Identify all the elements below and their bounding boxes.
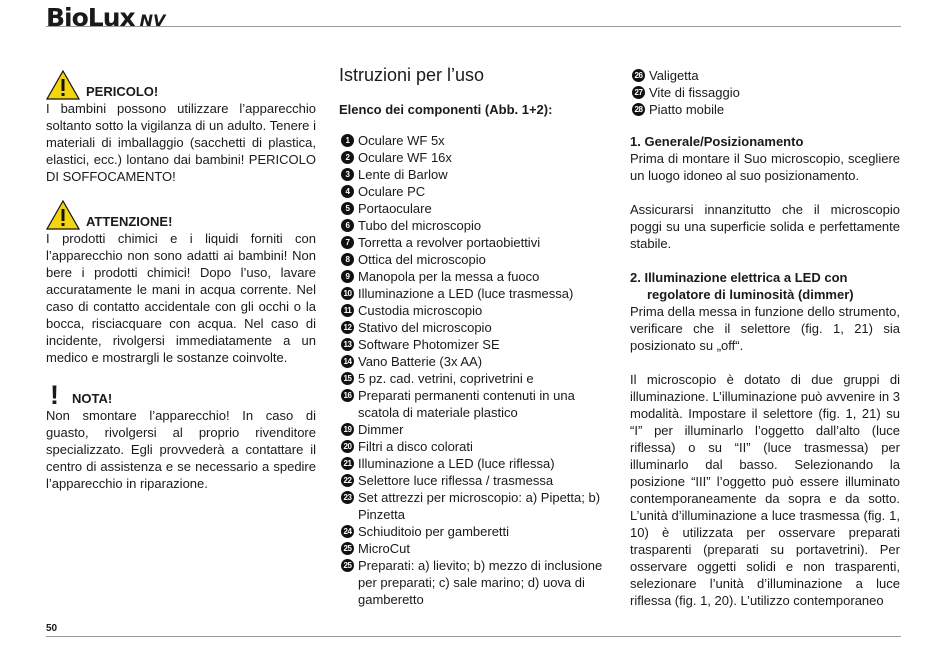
danger-label: PERICOLO! xyxy=(86,84,159,99)
component-label: MicroCut xyxy=(358,541,411,556)
component-label: Preparati: a) lievito; b) mezzo di inclusione per preparati; c) sale marino; d) uova di gamberetto xyxy=(358,558,603,607)
number-badge-icon: 27 xyxy=(632,86,645,99)
component-label: Lente di Barlow xyxy=(358,167,448,182)
component-item xyxy=(339,353,607,370)
number-badge-icon: 7 xyxy=(341,236,354,249)
components-list xyxy=(339,132,607,608)
component-item xyxy=(630,67,900,84)
component-item xyxy=(339,217,607,234)
middle-column xyxy=(339,64,607,608)
component-item xyxy=(339,149,607,166)
component-item xyxy=(339,166,607,183)
component-item xyxy=(339,285,607,302)
section-2-paragraph-1: Prima della messa in funzione dello strumento, verificare che il selettore (fig. 1, 21) sia posizionato su „off“. xyxy=(630,304,900,353)
component-label: Illuminazione a LED (luce trasmessa) xyxy=(358,286,574,301)
component-label: Vite di fissaggio xyxy=(649,85,740,100)
model-name: NV xyxy=(139,11,166,30)
warning-triangle-icon xyxy=(46,200,80,230)
number-badge-icon: 25 xyxy=(341,559,354,572)
component-label: Filtri a disco colorati xyxy=(358,439,473,454)
number-badge-icon: 2 xyxy=(341,151,354,164)
footer-divider xyxy=(46,636,901,637)
component-item xyxy=(630,84,900,101)
number-badge-icon: 14 xyxy=(341,355,354,368)
danger-text: I bambini possono utilizzare l’apparecchio soltanto sotto la vigilanza di un adulto. Tenere i materiali di imballaggio (sacchetti di plastica, elastici, ecc.) lontano dai bambini! PERICOLO DI SOFFOCAMENTO! xyxy=(46,101,316,184)
component-item xyxy=(339,268,607,285)
right-column xyxy=(630,67,900,609)
section-1-title: 1. Generale/Posizionamento xyxy=(630,134,804,149)
component-item xyxy=(339,489,607,523)
number-badge-icon: 24 xyxy=(341,525,354,538)
component-label: Oculare PC xyxy=(358,184,426,199)
component-item xyxy=(339,523,607,540)
number-badge-icon: 1 xyxy=(341,134,354,147)
component-item xyxy=(339,370,607,387)
component-item xyxy=(339,132,607,149)
number-badge-icon: 3 xyxy=(341,168,354,181)
danger-heading xyxy=(46,70,316,100)
number-badge-icon: 6 xyxy=(341,219,354,232)
section-1-paragraph-2: Assicurarsi innanzitutto che il microscopio poggi su una superficie solida e perfettamente stabile. xyxy=(630,202,900,251)
component-label: Tubo del microscopio xyxy=(358,218,482,233)
component-label: Stativo del microscopio xyxy=(358,320,492,335)
component-label: Illuminazione a LED (luce riflessa) xyxy=(358,456,555,471)
number-badge-icon: 21 xyxy=(341,457,354,470)
component-item xyxy=(339,387,607,421)
number-badge-icon: 16 xyxy=(341,389,354,402)
section-2-title-line-1: 2. Illuminazione elettrica a LED con xyxy=(630,270,848,285)
component-item xyxy=(339,234,607,251)
component-label: Ottica del microscopio xyxy=(358,252,486,267)
number-badge-icon: 26 xyxy=(632,69,645,82)
component-item xyxy=(339,421,607,438)
number-badge-icon: 5 xyxy=(341,202,354,215)
component-label: Schiuditoio per gamberetti xyxy=(358,524,510,539)
component-item xyxy=(339,251,607,268)
brand-logo xyxy=(46,2,165,32)
component-label: Portaoculare xyxy=(358,201,432,216)
section-2-title-line-2: regolatore di luminosità (dimmer) xyxy=(647,287,854,302)
number-badge-icon: 25 xyxy=(341,542,354,555)
component-item xyxy=(339,200,607,217)
section-2-paragraph-2: Il microscopio è dotato di due gruppi di illuminazione. L’illuminazione può avvenire in 3 modalità. Impostare il selettore (fig. 1, 21) su “I” per illuminarlo l’oggetto dall’alto (luce riflessa) o su “II” (luce trasmessa) per illuminarlo dal basso. Selezionando la posizione “III” l’oggetto può essere illuminato contemporaneamente da sopra e da sotto. L’unità d’illuminazione a luce trasmessa (fig. 1, 10) è utilizzata per osservare preparati trasparenti (preparati su portavetrini). Per osservare oggetti solidi e non trasparenti, selezionare l’unità d’illuminazione a luce riflessa (fig. 1, 20). L’utilizzo contemporaneo xyxy=(630,372,900,608)
number-badge-icon: 19 xyxy=(341,423,354,436)
component-label: Valigetta xyxy=(649,68,699,83)
components-subtitle: Elenco dei componenti (Abb. 1+2): xyxy=(339,102,553,117)
component-label: Oculare WF 5x xyxy=(358,133,445,148)
number-badge-icon: 4 xyxy=(341,185,354,198)
left-column xyxy=(46,70,316,492)
header-divider xyxy=(46,26,901,27)
attention-label: ATTENZIONE! xyxy=(86,214,173,229)
page-title: Istruzioni per l’uso xyxy=(339,65,485,85)
component-item xyxy=(339,455,607,472)
component-label: Manopola per la messa a fuoco xyxy=(358,269,540,284)
component-label: Selettore luce riflessa / trasmessa xyxy=(358,473,554,488)
component-label: Custodia microscopio xyxy=(358,303,483,318)
component-label: Vano Batterie (3x AA) xyxy=(358,354,483,369)
component-label: 5 pz. cad. vetrini, coprivetrini e xyxy=(358,371,534,386)
brand-name: BioLux xyxy=(46,3,135,32)
component-label: Set attrezzi per microscopio: a) Pipetta; b) Pinzetta xyxy=(358,490,601,522)
number-badge-icon: 15 xyxy=(341,372,354,385)
number-badge-icon: 11 xyxy=(341,304,354,317)
component-item xyxy=(339,557,607,608)
component-label: Preparati permanenti contenuti in una scatola di materiale plastico xyxy=(358,388,575,420)
note-heading xyxy=(46,380,316,410)
components-list-continued xyxy=(630,67,900,118)
component-label: Software Photomizer SE xyxy=(358,337,500,352)
number-badge-icon: 23 xyxy=(341,491,354,504)
component-item xyxy=(339,183,607,200)
component-label: Dimmer xyxy=(358,422,404,437)
number-badge-icon: 13 xyxy=(341,338,354,351)
component-item xyxy=(339,302,607,319)
number-badge-icon: 20 xyxy=(341,440,354,453)
number-badge-icon: 28 xyxy=(632,103,645,116)
component-item xyxy=(630,101,900,118)
attention-text: I prodotti chimici e i liquidi forniti con l’apparecchio non sono adatti ai bambini! Non bere i prodotti chimici! Dopo l’uso, lavare accuratamente le mani in acqua corrente. Nel caso di contatto accidentale con gli occhi o la bocca, risciacquare con acqua. Nel caso di incidente, rivolgersi immediatamente a un medico e mostrargli le sostanze coinvolte. xyxy=(46,231,316,365)
number-badge-icon: 9 xyxy=(341,270,354,283)
attention-heading xyxy=(46,200,316,230)
component-item xyxy=(339,540,607,557)
section-1-paragraph-1: Prima di montare il Suo microscopio, scegliere un luogo idoneo al suo posizionamento. xyxy=(630,151,900,183)
component-item xyxy=(339,336,607,353)
exclamation-icon: ! xyxy=(50,380,59,410)
number-badge-icon: 8 xyxy=(341,253,354,266)
page-number: 50 xyxy=(46,623,58,634)
number-badge-icon: 22 xyxy=(341,474,354,487)
number-badge-icon: 12 xyxy=(341,321,354,334)
component-label: Piatto mobile xyxy=(649,102,725,117)
component-item xyxy=(339,438,607,455)
component-label: Oculare WF 16x xyxy=(358,150,452,165)
note-text: Non smontare l’apparecchio! In caso di guasto, rivolgersi al proprio rivenditore specializzato. Egli provvederà a contattare il centro di assistenza e se necessario a spedire l’apparecchio in riparazione. xyxy=(46,408,316,491)
warning-triangle-icon xyxy=(46,70,80,100)
component-label: Torretta a revolver portaobiettivi xyxy=(358,235,541,250)
number-badge-icon: 10 xyxy=(341,287,354,300)
note-label: NOTA! xyxy=(72,391,113,406)
component-item xyxy=(339,319,607,336)
component-item xyxy=(339,472,607,489)
